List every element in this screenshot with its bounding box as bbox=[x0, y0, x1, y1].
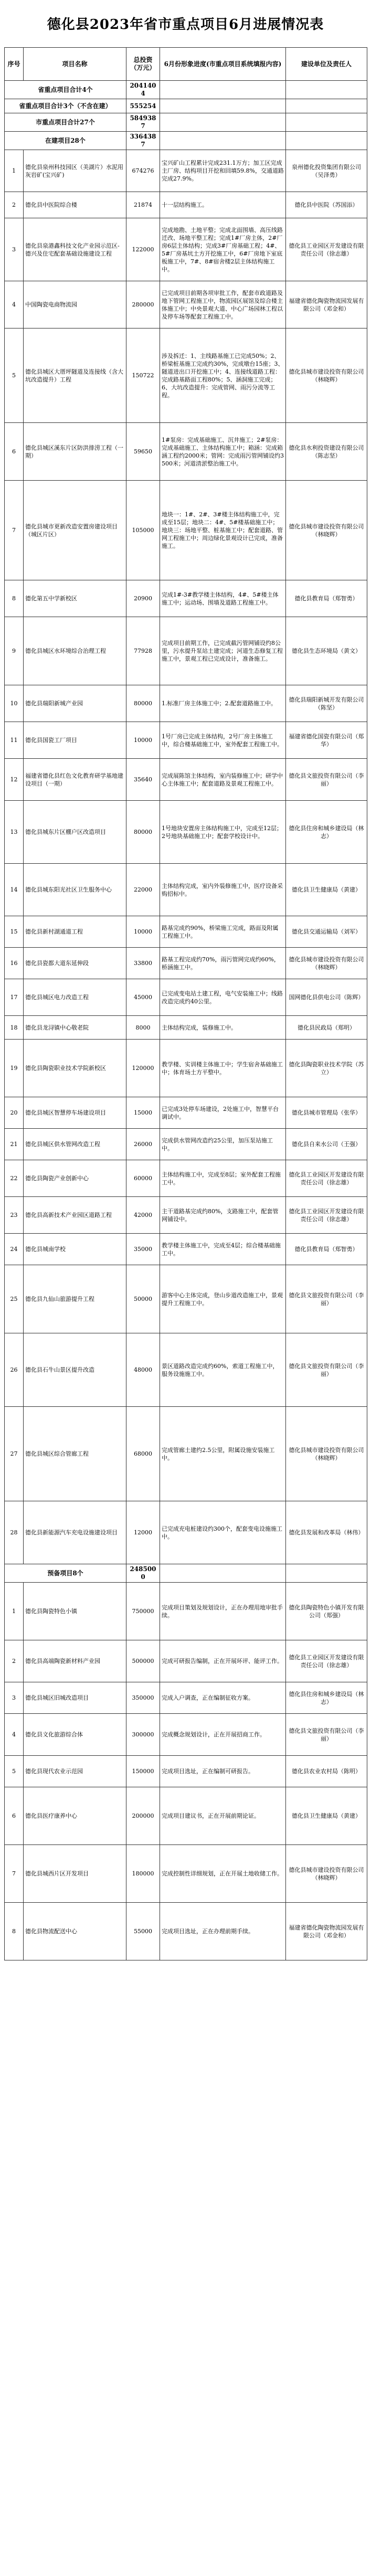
row-project-name: 德化县城区电力改造工程 bbox=[24, 979, 126, 1016]
row-investment: 15000 bbox=[126, 1097, 160, 1129]
table-row bbox=[5, 1714, 367, 1756]
row-owner: 福建省德化陶瓷物流园发展有限公司（邓金和） bbox=[286, 1903, 367, 1960]
row-owner: 德化县住房和城乡建设局（林志） bbox=[286, 1682, 367, 1714]
row-project-name: 德化县现代农业示范园 bbox=[24, 1756, 126, 1787]
summary-row-3 bbox=[5, 113, 367, 132]
table-row bbox=[5, 281, 367, 328]
row-investment: 35000 bbox=[126, 1234, 160, 1265]
row-progress: 完成项目选址，正在编制可研报告。 bbox=[160, 1756, 286, 1787]
row-owner: 德化县水利投资建设有限公司（陈志坚） bbox=[286, 423, 367, 481]
row-index: 3 bbox=[5, 1682, 24, 1714]
row-project-name: 德化县泉港鑫科技文化产业园示范区-德兴及住宅配套基础设施建设工程 bbox=[24, 218, 126, 281]
row-project-name: 德化县城西片区开发项目 bbox=[24, 1845, 126, 1903]
row-investment: 180000 bbox=[126, 1845, 160, 1903]
row-progress: 主体结构完成，装修施工中。 bbox=[160, 1016, 286, 1040]
summary-label: 省重点项目合计4个 bbox=[5, 81, 126, 99]
row-index: 24 bbox=[5, 1234, 24, 1265]
row-owner: 德化县城市建设投资有限公司（林晓辉） bbox=[286, 481, 367, 580]
table-row bbox=[5, 1903, 367, 1960]
row-investment: 350000 bbox=[126, 1682, 160, 1714]
row-owner: 德化县生态环境局（黄文） bbox=[286, 617, 367, 685]
row-investment: 120000 bbox=[126, 1040, 160, 1097]
row-index: 7 bbox=[5, 1845, 24, 1903]
row-owner: 德化县中医院（苏国添） bbox=[286, 192, 367, 218]
row-index: 23 bbox=[5, 1197, 24, 1234]
row-progress: 完成概念规划设计，正在开展招商工作。 bbox=[160, 1714, 286, 1756]
table-row bbox=[5, 1040, 367, 1097]
row-index: 8 bbox=[5, 1903, 24, 1960]
row-project-name: 德化县泉州科技园区（美湖片）水泥用灰岩矿(宝兴矿) bbox=[24, 150, 126, 192]
row-investment: 22000 bbox=[126, 864, 160, 916]
row-investment: 68000 bbox=[126, 1407, 160, 1501]
summary-value: 2041404 bbox=[126, 81, 160, 99]
summary-blank bbox=[160, 113, 286, 132]
row-progress: 完成展陈馆主体结构，室内装修施工中；研学中心主体施工中；配套道路及景观工程施工中。 bbox=[160, 759, 286, 801]
table-row bbox=[5, 150, 367, 192]
row-index: 16 bbox=[5, 948, 24, 979]
row-index: 6 bbox=[5, 1787, 24, 1845]
table-row bbox=[5, 979, 367, 1016]
row-owner: 德化县文旅投资有限公司（李丽） bbox=[286, 1333, 367, 1407]
row-index: 18 bbox=[5, 1016, 24, 1040]
row-progress: 主体结构完成，室内外装修施工中，医疗设备采购招标中。 bbox=[160, 864, 286, 916]
table-row bbox=[5, 580, 367, 617]
row-index: 6 bbox=[5, 423, 24, 481]
header-index: 序号 bbox=[5, 48, 24, 81]
project-table bbox=[4, 47, 367, 1960]
table-row bbox=[5, 423, 367, 481]
table-row bbox=[5, 1265, 367, 1333]
row-owner: 德化县农业农村局（陈明） bbox=[286, 1756, 367, 1787]
row-project-name: 德化县城区供水管网改造工程 bbox=[24, 1129, 126, 1160]
row-investment: 42000 bbox=[126, 1197, 160, 1234]
row-owner: 德化县教育局（郑智勇） bbox=[286, 580, 367, 617]
row-investment: 12000 bbox=[126, 1501, 160, 1564]
row-project-name: 德化县城东阳光社区卫生服务中心 bbox=[24, 864, 126, 916]
table-row bbox=[5, 1501, 367, 1564]
row-investment: 50000 bbox=[126, 1265, 160, 1333]
row-owner: 德化县文旅投资有限公司（李丽） bbox=[286, 759, 367, 801]
summary-blank bbox=[286, 99, 367, 113]
row-owner: 德化县陶瓷职业技术学院（苏立） bbox=[286, 1040, 367, 1097]
table-header-row bbox=[5, 48, 367, 81]
table-row bbox=[5, 1787, 367, 1845]
row-project-name: 中国陶瓷电商物流园 bbox=[24, 281, 126, 328]
row-progress: 教学楼、实训楼主体施工中；学生宿舍基础施工中；体育场土方平整中。 bbox=[160, 1040, 286, 1097]
row-progress: 已完成变电站土建工程，电气安装施工中；线路改造完成约40公里。 bbox=[160, 979, 286, 1016]
row-owner: 德化县工业园区开发建设有限责任公司（徐志雄） bbox=[286, 1640, 367, 1682]
row-investment: 33800 bbox=[126, 948, 160, 979]
row-progress: 完成入户调查，正在编制征收方案。 bbox=[160, 1682, 286, 1714]
table-row bbox=[5, 1845, 367, 1903]
row-project-name: 德化县陶瓷职业技术学院新校区 bbox=[24, 1040, 126, 1097]
table-row bbox=[5, 1197, 367, 1234]
row-owner: 福建省德化陶瓷物流园发展有限公司（邓金和） bbox=[286, 281, 367, 328]
row-project-name: 德化县城区大厝坪隧道及连接线（含大坑改造提升）工程 bbox=[24, 328, 126, 423]
table-row bbox=[5, 916, 367, 948]
row-owner: 德化县住房和城乡建设局（林志） bbox=[286, 801, 367, 864]
summary-value: 555254 bbox=[126, 99, 160, 113]
summary-value: 3364387 bbox=[126, 132, 160, 150]
row-owner: 德化县发展和改革局（林伟） bbox=[286, 1501, 367, 1564]
summary-blank bbox=[286, 81, 367, 99]
summary-blank bbox=[160, 99, 286, 113]
reserve-summary-row bbox=[5, 1564, 367, 1583]
row-progress: 1号厂房已完成主体结构，2号厂房主体施工中，综合楼基础施工中，室外配套工程施工中。 bbox=[160, 722, 286, 759]
row-project-name: 德化县医疗康养中心 bbox=[24, 1787, 126, 1845]
row-owner: 德化县交通运输局（刘军） bbox=[286, 916, 367, 948]
row-owner: 德化县城市建设投资有限公司（林晓辉） bbox=[286, 1407, 367, 1501]
row-project-name: 德化县高新技术产业园区道路工程 bbox=[24, 1197, 126, 1234]
row-owner: 泉州德化投资集团有限公司（吴泽勇） bbox=[286, 150, 367, 192]
row-progress: 十一层结构施工。 bbox=[160, 192, 286, 218]
table-row bbox=[5, 759, 367, 801]
row-investment: 21874 bbox=[126, 192, 160, 218]
header-name: 项目名称 bbox=[24, 48, 126, 81]
row-index: 20 bbox=[5, 1097, 24, 1129]
row-investment: 80000 bbox=[126, 801, 160, 864]
row-project-name: 德化县高端陶瓷新材料产业园 bbox=[24, 1640, 126, 1682]
row-progress: 完成项目策划及规划设计，正在办理用地审批手续。 bbox=[160, 1583, 286, 1640]
row-owner: 德化县民政局（郑明） bbox=[286, 1016, 367, 1040]
row-owner: 德化县教育局（郑智勇） bbox=[286, 1234, 367, 1265]
header-owner: 建设单位及责任人 bbox=[286, 48, 367, 81]
table-row bbox=[5, 685, 367, 722]
table-row bbox=[5, 218, 367, 281]
table-row bbox=[5, 801, 367, 864]
row-index: 9 bbox=[5, 617, 24, 685]
row-progress: 1.标准厂房主体施工中；2.配套道路施工中。 bbox=[160, 685, 286, 722]
table-row bbox=[5, 481, 367, 580]
row-project-name: 德化县物流配送中心 bbox=[24, 1903, 126, 1960]
row-progress: 完成控制性详细规划，正在开展土地收储工作。 bbox=[160, 1845, 286, 1903]
row-owner: 德化县自来水公司（王强） bbox=[286, 1129, 367, 1160]
row-index: 15 bbox=[5, 916, 24, 948]
row-owner: 德化县城市建设投资有限公司（林晓辉） bbox=[286, 328, 367, 423]
row-project-name: 德化县瑞阳新城产业园 bbox=[24, 685, 126, 722]
row-owner: 德化县文旅投资有限公司（李丽） bbox=[286, 1714, 367, 1756]
table-row bbox=[5, 948, 367, 979]
row-index: 25 bbox=[5, 1265, 24, 1333]
summary-value: 2485000 bbox=[126, 1564, 160, 1583]
row-index: 1 bbox=[5, 1583, 24, 1640]
row-progress: 景区道路改造完成约60%，索道工程施工中，服务设施施工中。 bbox=[160, 1333, 286, 1407]
row-investment: 10000 bbox=[126, 722, 160, 759]
row-index: 5 bbox=[5, 328, 24, 423]
row-investment: 80000 bbox=[126, 685, 160, 722]
row-index: 1 bbox=[5, 150, 24, 192]
row-investment: 59650 bbox=[126, 423, 160, 481]
row-project-name: 德化县城区智慧停车场建设项目 bbox=[24, 1097, 126, 1129]
row-progress: 完成1#-3#教学楼主体结构，4#、5#楼主体施工中；运动场、围墙及道路工程施工中。 bbox=[160, 580, 286, 617]
row-progress: 地块一：1#、2#、3#楼主体结构施工中，完成至15层；地块二：4#、5#楼基础施工中；地块三：场地平整、桩基施工中；配套道路、管网工程施工中；周边绿化景观设计已完成，准备施工。 bbox=[160, 481, 286, 580]
table-row bbox=[5, 1333, 367, 1407]
row-project-name: 德化县城区溪东片区防洪排涝工程（一期） bbox=[24, 423, 126, 481]
summary-blank bbox=[160, 81, 286, 99]
table-row bbox=[5, 1234, 367, 1265]
summary-blank bbox=[286, 1564, 367, 1583]
row-investment: 35640 bbox=[126, 759, 160, 801]
row-investment: 122000 bbox=[126, 218, 160, 281]
row-owner: 德化县瑞阳新城开发有限公司（陈坚） bbox=[286, 685, 367, 722]
summary-label: 在建项目28个 bbox=[5, 132, 126, 150]
row-owner: 德化县工业园区开发建设有限责任公司（徐志雄） bbox=[286, 218, 367, 281]
row-owner: 德化县城市管理局（张华） bbox=[286, 1097, 367, 1129]
row-project-name: 德化第五中学新校区 bbox=[24, 580, 126, 617]
table-row bbox=[5, 617, 367, 685]
document-title: 德化县2023年省市重点项目6月进展情况表 bbox=[47, 16, 324, 33]
row-project-name: 德化县龙浔镇中心敬老院 bbox=[24, 1016, 126, 1040]
row-investment: 200000 bbox=[126, 1787, 160, 1845]
row-index: 12 bbox=[5, 759, 24, 801]
row-progress: 完成可研报告编制，正在开展环评、能评工作。 bbox=[160, 1640, 286, 1682]
row-progress: 完成管廊土建约2.5公里，附属设施安装施工中。 bbox=[160, 1407, 286, 1501]
row-owner: 德化县卫生健康局（黄建） bbox=[286, 1787, 367, 1845]
row-project-name: 德化县瓷都大道东延伸段 bbox=[24, 948, 126, 979]
row-progress: 1#泵房：完成基础施工、沉井施工；2#泵房：完成基础施工、主体结构施工中；箱涵：完成箱涵工程约2000米；管网：完成雨污管网铺设约3500米；河道清淤整治施工中。 bbox=[160, 423, 286, 481]
table-row bbox=[5, 1640, 367, 1682]
row-progress: 主干道路基完成约80%，支路施工中，配套管网铺设中。 bbox=[160, 1197, 286, 1234]
summary-row-2 bbox=[5, 99, 367, 113]
table-row bbox=[5, 1160, 367, 1197]
row-project-name: 德化县城市更新改造安置房建设项目（城区片区） bbox=[24, 481, 126, 580]
row-investment: 45000 bbox=[126, 979, 160, 1016]
row-index: 3 bbox=[5, 218, 24, 281]
summary-value: 5849387 bbox=[126, 113, 160, 132]
summary-label: 省重点项目合计3个（不含在建） bbox=[5, 99, 126, 113]
row-owner: 德化县工业园区开发建设有限责任公司（徐志雄） bbox=[286, 1160, 367, 1197]
table-row bbox=[5, 328, 367, 423]
row-index: 11 bbox=[5, 722, 24, 759]
row-project-name: 德化县陶瓷产业创新中心 bbox=[24, 1160, 126, 1197]
summary-blank bbox=[160, 132, 286, 150]
row-project-name: 德化县新村湖通道工程 bbox=[24, 916, 126, 948]
row-index: 19 bbox=[5, 1040, 24, 1097]
table-row bbox=[5, 1129, 367, 1160]
row-progress: 完成项目前期工作，已完成截污管网铺设约8公里，污水提升泵站土建完成；河道生态修复工程施工中，景观工程已完成设计，准备施工。 bbox=[160, 617, 286, 685]
row-progress: 教学楼主体施工中，完成至4层；综合楼基础施工中。 bbox=[160, 1234, 286, 1265]
row-project-name: 德化县国瓷工厂项目 bbox=[24, 722, 126, 759]
summary-label: 预备项目8个 bbox=[5, 1564, 126, 1583]
summary-blank bbox=[160, 1564, 286, 1583]
row-investment: 750000 bbox=[126, 1583, 160, 1640]
summary-label: 市重点项目合计27个 bbox=[5, 113, 126, 132]
row-investment: 55000 bbox=[126, 1903, 160, 1960]
row-owner: 德化县城市建设投资有限公司（林晓辉） bbox=[286, 1845, 367, 1903]
row-progress: 路基完成约90%，桥梁施工完成，路面及附属工程施工中。 bbox=[160, 916, 286, 948]
row-project-name: 德化县城区综合管廊工程 bbox=[24, 1407, 126, 1501]
table-row bbox=[5, 1097, 367, 1129]
row-investment: 105000 bbox=[126, 481, 160, 580]
row-progress: 宝兴矿山工程累计完成231.1万方；加工区完成主厂房、结构项目开挖和回填59.8%，交通道路完成27.9%。 bbox=[160, 150, 286, 192]
row-index: 28 bbox=[5, 1501, 24, 1564]
row-progress: 完成项目建议书，正在开展前期论证。 bbox=[160, 1787, 286, 1845]
row-index: 4 bbox=[5, 1714, 24, 1756]
row-index: 27 bbox=[5, 1407, 24, 1501]
row-investment: 48000 bbox=[126, 1333, 160, 1407]
row-progress: 主体结构施工中，完成至8层；室外配套工程施工中。 bbox=[160, 1160, 286, 1197]
row-index: 26 bbox=[5, 1333, 24, 1407]
row-index: 7 bbox=[5, 481, 24, 580]
row-progress: 完成项目选址，正在办理前期手续。 bbox=[160, 1903, 286, 1960]
row-index: 2 bbox=[5, 192, 24, 218]
row-project-name: 德化县陶瓷特色小镇 bbox=[24, 1583, 126, 1640]
row-progress: 完成地勘、土地平整；完成北面围墙、高压线路迁改、场地平整工程；完成1#厂房主体，2#厂房6层主体结构；完成3#厂房基础工程；4#、5#厂房基坑土方开挖施工中，6#厂房地下室底板施工中，7#、8#宿舍楼2层主体结构施工中。 bbox=[160, 218, 286, 281]
table-row bbox=[5, 864, 367, 916]
row-project-name: 德化县文化旅游综合体 bbox=[24, 1714, 126, 1756]
row-index: 8 bbox=[5, 580, 24, 617]
row-investment: 150722 bbox=[126, 328, 160, 423]
summary-blank bbox=[286, 113, 367, 132]
row-index: 13 bbox=[5, 801, 24, 864]
header-investment: 总投资（万元） bbox=[126, 48, 160, 81]
table-row bbox=[5, 1016, 367, 1040]
row-index: 10 bbox=[5, 685, 24, 722]
row-progress: 完成供水管网改造约25公里，加压泵站施工中。 bbox=[160, 1129, 286, 1160]
row-index: 4 bbox=[5, 281, 24, 328]
row-owner: 德化县工业园区开发建设有限责任公司（徐志雄） bbox=[286, 1197, 367, 1234]
table-row bbox=[5, 1583, 367, 1640]
summary-blank bbox=[286, 132, 367, 150]
row-project-name: 德化县城东片区棚户区改造项目 bbox=[24, 801, 126, 864]
row-project-name: 福建省德化县红色文化教育研学基地建设项目（一期） bbox=[24, 759, 126, 801]
row-project-name: 德化县城区旧城改造项目 bbox=[24, 1682, 126, 1714]
row-investment: 674276 bbox=[126, 150, 160, 192]
row-investment: 10000 bbox=[126, 916, 160, 948]
row-index: 21 bbox=[5, 1129, 24, 1160]
row-investment: 20900 bbox=[126, 580, 160, 617]
row-investment: 8000 bbox=[126, 1016, 160, 1040]
row-index: 5 bbox=[5, 1756, 24, 1787]
table-row bbox=[5, 1407, 367, 1501]
summary-row-1 bbox=[5, 81, 367, 99]
row-index: 14 bbox=[5, 864, 24, 916]
table-row bbox=[5, 1756, 367, 1787]
row-investment: 26000 bbox=[126, 1129, 160, 1160]
row-owner: 德化县城市建设投资有限公司（林晓辉） bbox=[286, 948, 367, 979]
row-investment: 280000 bbox=[126, 281, 160, 328]
header-progress: 6月份形象进度(市重点项目系统填报内容) bbox=[160, 48, 286, 81]
row-project-name: 德化县城南学校 bbox=[24, 1234, 126, 1265]
table-row bbox=[5, 192, 367, 218]
row-project-name: 德化县城区水环境综合治理工程 bbox=[24, 617, 126, 685]
summary-row-4 bbox=[5, 132, 367, 150]
row-project-name: 德化县九仙山旅游提升工程 bbox=[24, 1265, 126, 1333]
table-row bbox=[5, 1682, 367, 1714]
row-project-name: 德化县新能源汽车充电设施建设项目 bbox=[24, 1501, 126, 1564]
row-progress: 游客中心主体完成，登山步道改造施工中，景观提升工程施工中。 bbox=[160, 1265, 286, 1333]
row-progress: 1号地块安置房主体结构施工中，完成至12层；2号地块基础施工中；配套学校设计中。 bbox=[160, 801, 286, 864]
row-owner: 德化县卫生健康局（黄建） bbox=[286, 864, 367, 916]
row-index: 17 bbox=[5, 979, 24, 1016]
row-progress: 涉及拆迁：1、主线路基施工已完成50%；2、桥梁桩基施工完成约30%，完成墩台15座；3、隧道进出口开挖施工中；4、连接线道路工程：完成路基路面工程80%；5、涵洞施工完成；6、大坑改造提升：完成管网、雨污分流等工程。 bbox=[160, 328, 286, 423]
row-progress: 已完成充电桩建设约300个，配套变电设施施工中。 bbox=[160, 1501, 286, 1564]
row-investment: 500000 bbox=[126, 1640, 160, 1682]
row-owner: 德化县陶瓷特色小镇开发有限公司（郑强） bbox=[286, 1583, 367, 1640]
row-owner: 国网德化县供电公司（陈辉） bbox=[286, 979, 367, 1016]
row-investment: 150000 bbox=[126, 1756, 160, 1787]
row-owner: 德化县文旅投资有限公司（李丽） bbox=[286, 1265, 367, 1333]
row-progress: 已完成3处停车场建设，2处施工中，智慧平台调试中。 bbox=[160, 1097, 286, 1129]
row-investment: 300000 bbox=[126, 1714, 160, 1756]
row-owner: 福建省德化国瓷有限公司（郑华） bbox=[286, 722, 367, 759]
table-body bbox=[5, 81, 367, 1960]
row-progress: 已完成项目前期各项审批工作，配套市政道路及地下管网工程施工中，物流园区展馆及综合楼主体施工中；中央景观大道、中心广场园林工程以及停车场等配套工程施工中。 bbox=[160, 281, 286, 328]
row-investment: 60000 bbox=[126, 1160, 160, 1197]
row-investment: 77928 bbox=[126, 617, 160, 685]
row-index: 22 bbox=[5, 1160, 24, 1197]
row-project-name: 德化县石牛山景区提升改造 bbox=[24, 1333, 126, 1407]
row-progress: 路基工程完成约70%，雨污管网完成约60%，桥涵施工中。 bbox=[160, 948, 286, 979]
row-project-name: 德化县中医院综合楼 bbox=[24, 192, 126, 218]
row-index: 2 bbox=[5, 1640, 24, 1682]
table-row bbox=[5, 722, 367, 759]
